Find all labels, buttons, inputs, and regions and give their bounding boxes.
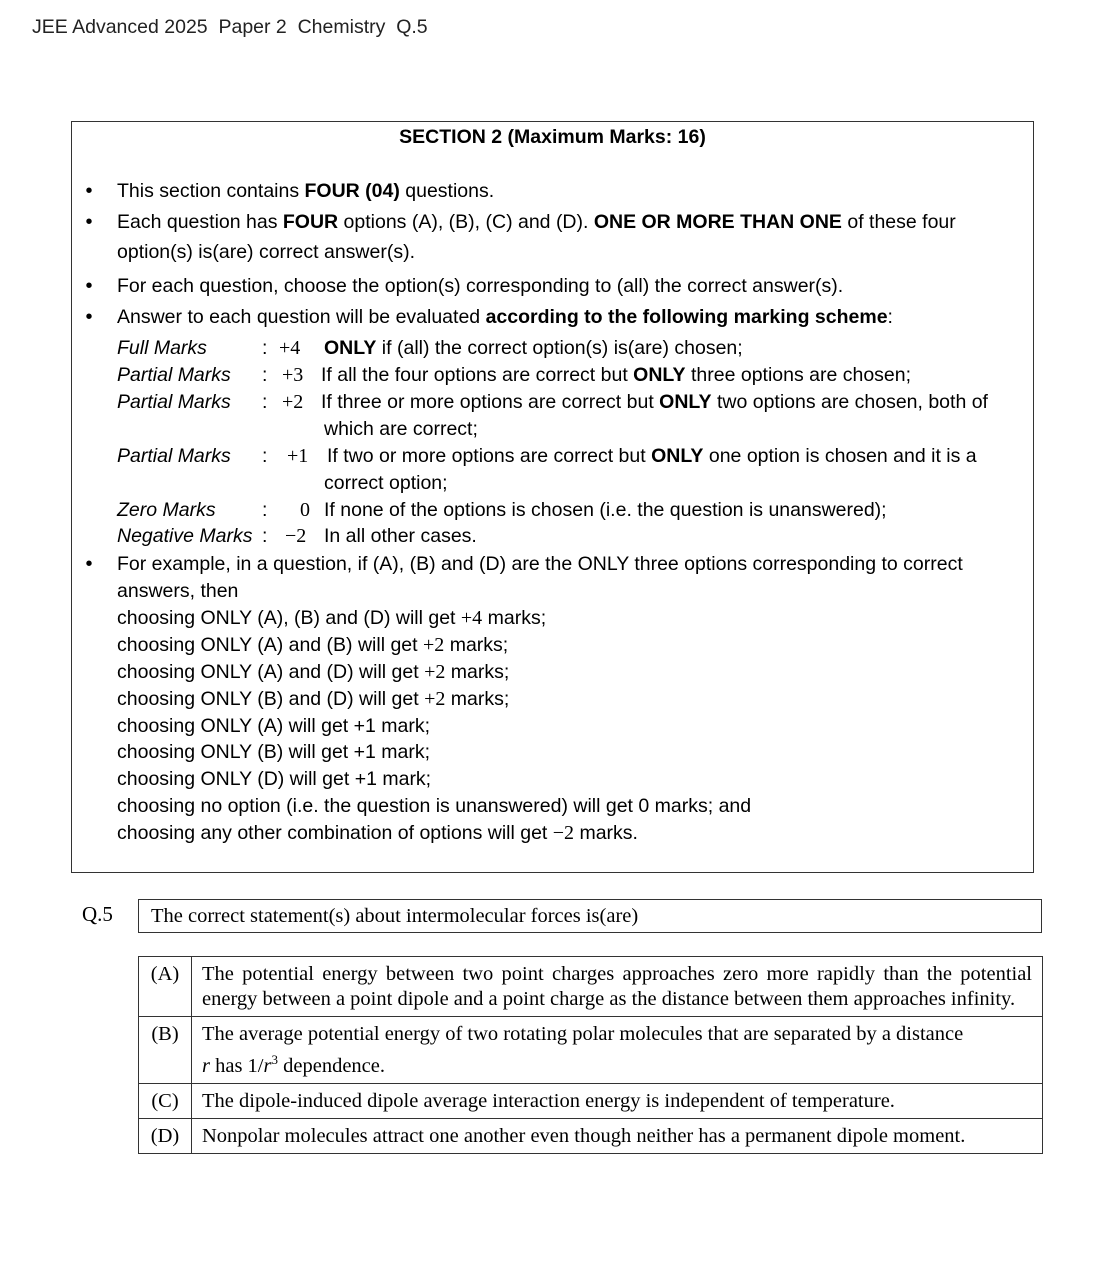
option-label: (C) xyxy=(139,1083,192,1118)
option-row-c[interactable] xyxy=(139,1083,1043,1118)
option-text: The dipole-induced dipole average interaction energy is independent of temperature. xyxy=(192,1083,1043,1118)
instruction-line-continued: answers, then xyxy=(117,580,239,602)
example-line: choosing ONLY (A) and (B) will get +2 marks; xyxy=(117,634,509,656)
bullet-icon xyxy=(82,209,96,236)
bullet-icon xyxy=(82,273,96,300)
option-text: The average potential energy of two rotating polar molecules that are separated by a distance r has $1/r^3$ dependence. xyxy=(192,1017,1043,1084)
option-row-b[interactable] xyxy=(139,1017,1043,1084)
option-text: The potential energy between two point charges approaches zero more rapidly than the potential energy between a point dipole and a point charge as the distance between them approaches infinity. xyxy=(192,957,1043,1017)
example-line: choosing ONLY (A) and (D) will get +2 marks; xyxy=(117,661,510,683)
example-line: choosing no option (i.e. the question is unanswered) will get 0 marks; and xyxy=(117,795,752,817)
example-line: choosing ONLY (A), (B) and (D) will get +4 marks; xyxy=(117,607,547,629)
option-label: (B) xyxy=(139,1017,192,1084)
bullet-icon xyxy=(82,304,96,331)
document-header: JEE Advanced 2025 Paper 2 Chemistry Q.5 xyxy=(32,16,428,38)
bullet-icon xyxy=(82,551,96,578)
bullet-icon xyxy=(82,178,96,205)
example-line: choosing any other combination of options will get −2 marks. xyxy=(117,822,638,844)
instruction-line-continued: option(s) is(are) correct answer(s). xyxy=(117,241,415,263)
question-number: Q.5 xyxy=(82,902,113,926)
marking-row-continued: which are correct; xyxy=(324,418,478,440)
example-line: choosing ONLY (B) will get +1 mark; xyxy=(117,741,431,763)
instructions-box: SECTION 2 (Maximum Marks: 16) • This section contains FOUR (04) questions. • Each question has FOUR options (A), (B), (C) and (D). ONE OR MORE THAN ONE of these four option(s) is(are) correct answer(s). • For each question, choose the option(s) corresponding to (all) the correct answer(s). • Answer to each question will be evaluated according to the following marking scheme: Full Marks : +4 ONLY if (all) the correct option(s) is(are) chosen; Partial Marks : +3 If all the four options are correct but ONLY three options are chosen; Partial Marks : +2 If three or more options are correct but ONLY two options are chosen, both of which are correct; Partial Marks : +1 If two or more options are correct but ONLY one option is chosen and it is a correct option; Zero Marks : 0 If none of the options is chosen (i.e. the question is unanswered); Negative Marks : −2 In all other cases. • For example, in a question, if (A), (B) and (D) are the ONLY three options corresponding to correct answers, then choosing ONLY (A), (B) and (D) will get +4 marks; choosing ONLY (A) and (B) will get +2 marks; choosing ONLY (A) and (D) will get +2 marks; choosing ONLY (B) and (D) will get +2 marks; choosing ONLY (A) will get +1 mark; choosing ONLY (B) will get +1 mark; choosing ONLY (D) will get +1 mark; choosing no option (i.e. the question is unanswered) will get 0 marks; and choosing any other combination of options will get −2 marks. xyxy=(71,121,1034,873)
option-row-d[interactable] xyxy=(139,1118,1043,1153)
example-line: choosing ONLY (B) and (D) will get +2 marks; xyxy=(117,688,510,710)
option-label: (D) xyxy=(139,1118,192,1153)
option-text: Nonpolar molecules attract one another even though neither has a permanent dipole moment. xyxy=(192,1118,1043,1153)
option-row-a[interactable] xyxy=(139,957,1043,1017)
section-title: SECTION 2 (Maximum Marks: 16) xyxy=(399,126,706,148)
example-line: choosing ONLY (A) will get +1 mark; xyxy=(117,715,431,737)
option-label: (A) xyxy=(139,957,192,1017)
options-table xyxy=(138,956,1043,1154)
question-stem: The correct statement(s) about intermolecular forces is(are) xyxy=(138,899,1042,933)
marking-row-continued: correct option; xyxy=(324,472,448,494)
example-line: choosing ONLY (D) will get +1 mark; xyxy=(117,768,432,790)
